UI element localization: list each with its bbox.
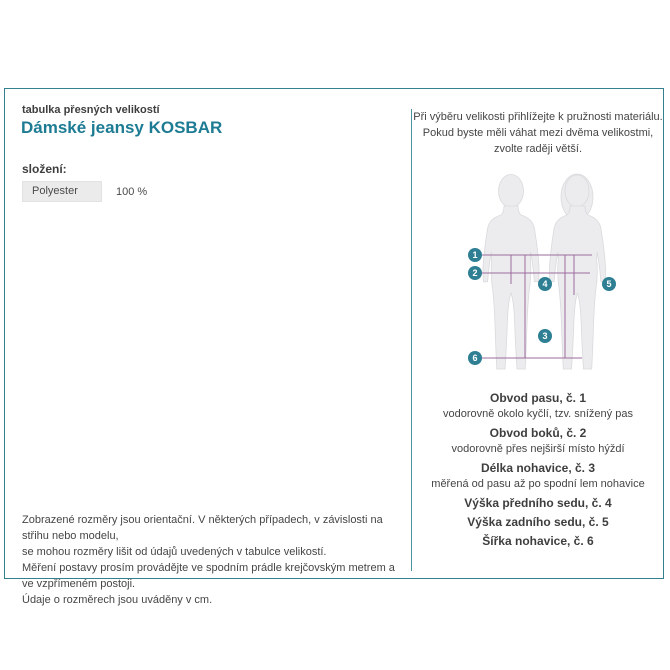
disclaimer: [22, 512, 407, 608]
marker-1-label: 1: [471, 250, 478, 261]
intro-line: Při výběru velikosti přihlížejte k pružnosti materiálu.: [413, 111, 663, 123]
size-guide-column: [412, 89, 664, 578]
size-guide-intro: [412, 89, 664, 157]
measurement-title: Výška předního sedu, č. 4: [464, 496, 612, 510]
marker-2-label: 2: [471, 268, 478, 279]
material-row: [22, 181, 147, 202]
marker-4-label: 4: [541, 279, 548, 290]
female-silhouette-figure: [549, 174, 605, 369]
measurement-title: Obvod pasu, č. 1: [489, 391, 587, 405]
measurement-description: vodorovně přes nejširší místo hýždí: [451, 443, 625, 455]
product-info-column: [5, 89, 411, 606]
measurement-diagram: [455, 165, 630, 375]
marker-2-badge: [468, 266, 482, 280]
material-name: Polyester: [22, 181, 102, 202]
measurement-description: vodorovně okolo kyčlí, tzv. snížený pas: [443, 408, 633, 420]
intro-line: Pokud byste měli váhat mezi dvěma velikostmi,: [422, 127, 654, 139]
marker-1-badge: [468, 248, 482, 262]
product-title: Dámské jeansy KOSBAR: [21, 118, 223, 137]
disclaimer-line: se mohou rozměry lišit od údajů uvedených v tabulce velikostí.: [22, 546, 327, 558]
marker-3-badge: [538, 329, 552, 343]
composition-label: složení:: [22, 162, 67, 176]
marker-5-label: 5: [605, 279, 612, 290]
material-percent: 100 %: [116, 185, 148, 198]
marker-4-badge: [538, 277, 552, 291]
size-chart-panel: [4, 88, 664, 606]
disclaimer-line: Zobrazené rozměry jsou orientační. V některých případech, v závislosti na střihu nebo modelu,: [22, 514, 383, 542]
marker-5-badge: [602, 277, 616, 291]
marker-3-label: 3: [541, 331, 548, 342]
measurement-title: Obvod boků, č. 2: [489, 426, 587, 440]
disclaimer-line: Údaje o rozměrech jsou uváděny v cm.: [22, 594, 213, 606]
measurement-title: Délka nohavice, č. 3: [480, 461, 596, 475]
disclaimer-line: Měření postavy prosím provádějte ve spodním prádle krejčovským metrem a ve vzpřímeném postoji.: [22, 562, 395, 590]
marker-6-badge: [468, 351, 482, 365]
measurement-description: měřená od pasu až po spodní lem nohavice: [431, 478, 645, 490]
measurement-legend: [412, 390, 664, 549]
intro-line: zvolte raději větší.: [493, 143, 583, 155]
measurement-title: Šířka nohavice, č. 6: [482, 534, 594, 548]
table-subtitle: tabulka přesných velikostí: [22, 104, 160, 116]
measurement-title: Výška zadního sedu, č. 5: [467, 515, 609, 529]
marker-6-label: 6: [471, 353, 478, 364]
